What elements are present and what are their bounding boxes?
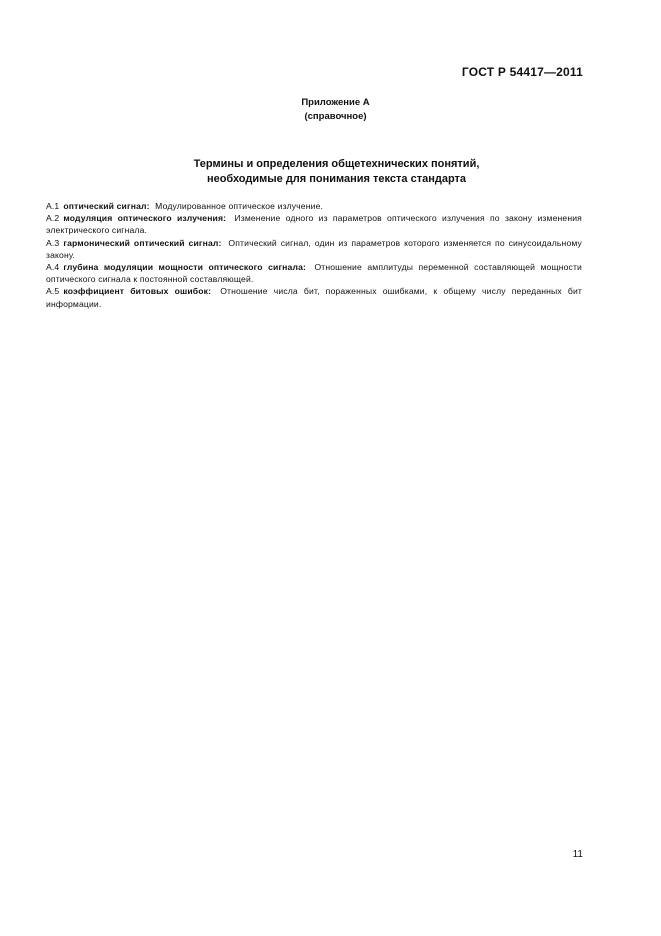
term-name: оптический сигнал: — [63, 201, 150, 211]
term-name: гармонический оптический сигнал: — [63, 237, 222, 248]
term-number: А.1 — [46, 201, 60, 211]
term-definition: Отношение амплитуды переменной составляющей мощности оптического сигнала к постоянной составляющей. — [46, 262, 583, 285]
term-number: А.5 — [46, 286, 60, 297]
term-name: модуляция оптического излучения: — [63, 213, 227, 224]
section-heading — [0, 157, 661, 187]
term-entry-a2 — [46, 212, 582, 236]
annex-title: Приложение А — [301, 97, 370, 108]
section-heading-line-2: необходимые для понимания текста стандарта — [206, 173, 467, 185]
term-number: А.4 — [46, 262, 60, 273]
term-entry-a4 — [46, 261, 582, 285]
page-number: 11 — [572, 849, 583, 860]
terms-list — [46, 200, 582, 310]
term-entry-a5 — [46, 285, 582, 309]
term-name: глубина модуляции мощности оптического сигнала: — [63, 262, 307, 273]
term-definition: Изменение одного из параметров оптического излучения по закону изменения электрического сигнала. — [46, 213, 582, 236]
term-definition: Отношение числа бит, пораженных ошибками, к общему числу переданных бит информации. — [46, 286, 582, 309]
term-number: А.2 — [46, 213, 60, 224]
document-code: ГОСТ Р 54417—2011 — [461, 65, 583, 79]
term-entry-a3 — [46, 237, 582, 261]
term-definition: Модулированное оптическое излучение. — [155, 201, 324, 211]
annex-header — [0, 96, 661, 124]
term-name: коэффициент битовых ошибок: — [63, 286, 212, 297]
annex-status: (справочное) — [304, 111, 367, 122]
term-number: А.3 — [46, 237, 60, 248]
section-heading-line-1: Термины и определения общетехнических понятий, — [193, 158, 480, 170]
term-entry-a1 — [46, 200, 582, 212]
term-definition: Оптический сигнал, один из параметров которого изменяется по синусоидальному закону. — [46, 237, 582, 260]
